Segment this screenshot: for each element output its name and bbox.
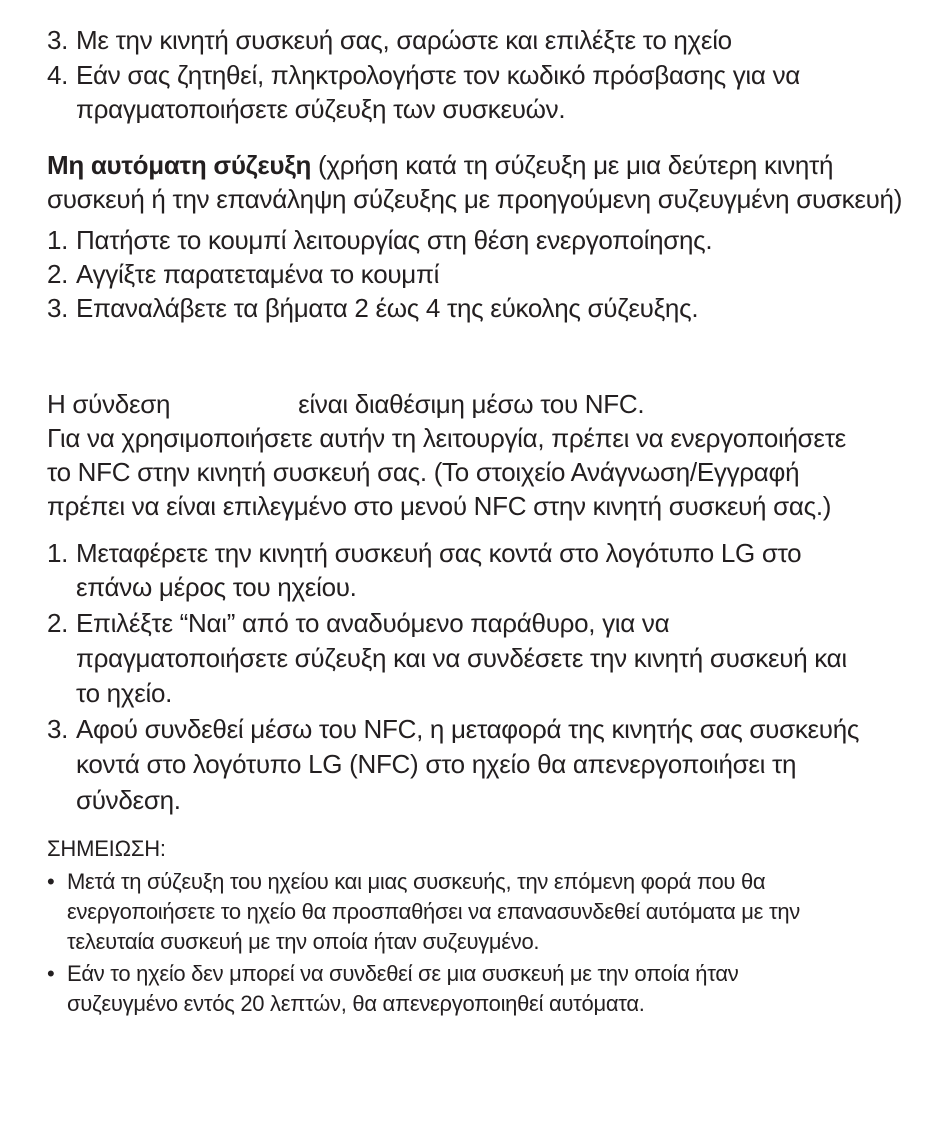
- step-text: Αγγίξτε παρατεταμένα το κουμπί: [76, 259, 440, 289]
- step-text: Επαναλάβετε τα βήματα 2 έως 4 της εύκολης σύζευξης.: [76, 293, 699, 323]
- manual-pairing-intro: [47, 148, 833, 182]
- bullet-icon: •: [47, 961, 55, 986]
- bullet-text: Εάν το ηχείο δεν μπορεί να συνδεθεί σε μια συσκευή με την οποία ήταν: [67, 961, 739, 986]
- step-text: Επιλέξτε “Ναι” από το αναδυόμενο παράθυρο, για να: [76, 608, 670, 638]
- step-number: 2.: [47, 259, 69, 289]
- nfc-instructions-line-1: Για να χρησιμοποιήσετε αυτήν τη λειτουργία, πρέπει να ενεργοποιήσετε: [47, 423, 846, 453]
- note-bullet-1-continuation: ενεργοποιήσετε το ηχείο θα προσπαθήσει να επανασυνδεθεί αυτόματα με την: [67, 899, 800, 924]
- step-number: 3.: [47, 293, 69, 323]
- step-text: Με την κινητή συσκευή σας, σαρώστε και επιλέξτε το ηχείο: [76, 25, 732, 55]
- nfc-availability: [47, 387, 644, 421]
- step-text: Πατήστε το κουμπί λειτουργίας στη θέση ενεργοποίησης.: [76, 225, 713, 255]
- step-number: 1.: [47, 538, 69, 568]
- note-bullet-1: [47, 867, 765, 897]
- step-number: 4.: [47, 60, 69, 90]
- manual-pairing-intro-text: (χρήση κατά τη σύζευξη με μια δεύτερη κινητή: [311, 150, 834, 180]
- nfc-availability-start: Η σύνδεση: [47, 389, 171, 419]
- note-bullet-2-continuation: συζευγμένο εντός 20 λεπτών, θα απενεργοποιηθεί αυτόματα.: [67, 991, 645, 1016]
- nfc-instructions-line-3: πρέπει να είναι επιλεγμένο στο μενού NFC στην κινητή συσκευή σας.): [47, 491, 832, 521]
- nfc-step-3-continuation: σύνδεση.: [76, 785, 181, 815]
- note-bullet-1-continuation: τελευταία συσκευή με την οποία ήταν συζευγμένο.: [67, 929, 540, 954]
- step-number: 3.: [47, 25, 69, 55]
- nfc-step-3: [47, 712, 859, 746]
- step-number: 3.: [47, 714, 69, 744]
- manual-step-2: [47, 257, 439, 291]
- step-text: Αφού συνδεθεί μέσω του NFC, η μεταφορά της κινητής σας συσκευής: [76, 714, 860, 744]
- easy-step-4: [47, 58, 800, 92]
- bullet-text: Μετά τη σύζευξη του ηχείου και μιας συσκευής, την επόμενη φορά που θα: [67, 869, 766, 894]
- nfc-step-2-continuation: το ηχείο.: [76, 678, 173, 708]
- easy-step-4-continuation: πραγματοποιήσετε σύζευξη των συσκευών.: [76, 94, 566, 124]
- nfc-availability-end: είναι διαθέσιμη μέσω του NFC.: [298, 389, 645, 419]
- nfc-step-3-continuation: κοντά στο λογότυπο LG (NFC) στο ηχείο θα απενεργοποιήσει τη: [76, 749, 797, 779]
- note-heading: ΣΗΜΕΙΩΣΗ:: [47, 836, 166, 861]
- manual-step-1: [47, 223, 712, 257]
- nfc-step-2-continuation: πραγματοποιήσετε σύζευξη και να συνδέσετε την κινητή συσκευή και: [76, 643, 847, 673]
- manual-pairing-intro-line-2: συσκευή ή την επανάληψη σύζευξης με προηγούμενη συζευγμένη συσκευή): [47, 184, 903, 214]
- note-bullet-2: [47, 959, 738, 989]
- nfc-step-2: [47, 606, 669, 640]
- step-number: 2.: [47, 608, 69, 638]
- nfc-step-1: [47, 536, 801, 570]
- nfc-instructions-line-2: το NFC στην κινητή συσκευή σας. (Το στοιχείο Ανάγνωση/Εγγραφή: [47, 457, 800, 487]
- manual-step-3: [47, 291, 698, 325]
- bullet-icon: •: [47, 869, 55, 894]
- nfc-step-1-continuation: επάνω μέρος του ηχείου.: [76, 572, 357, 602]
- step-number: 1.: [47, 225, 69, 255]
- manual-pairing-heading: Μη αυτόματη σύζευξη: [47, 150, 312, 180]
- step-text: Μεταφέρετε την κινητή συσκευή σας κοντά στο λογότυπο LG στο: [76, 538, 802, 568]
- step-text: Εάν σας ζητηθεί, πληκτρολογήστε τον κωδικό πρόσβασης για να: [76, 60, 800, 90]
- easy-step-3: [47, 23, 732, 57]
